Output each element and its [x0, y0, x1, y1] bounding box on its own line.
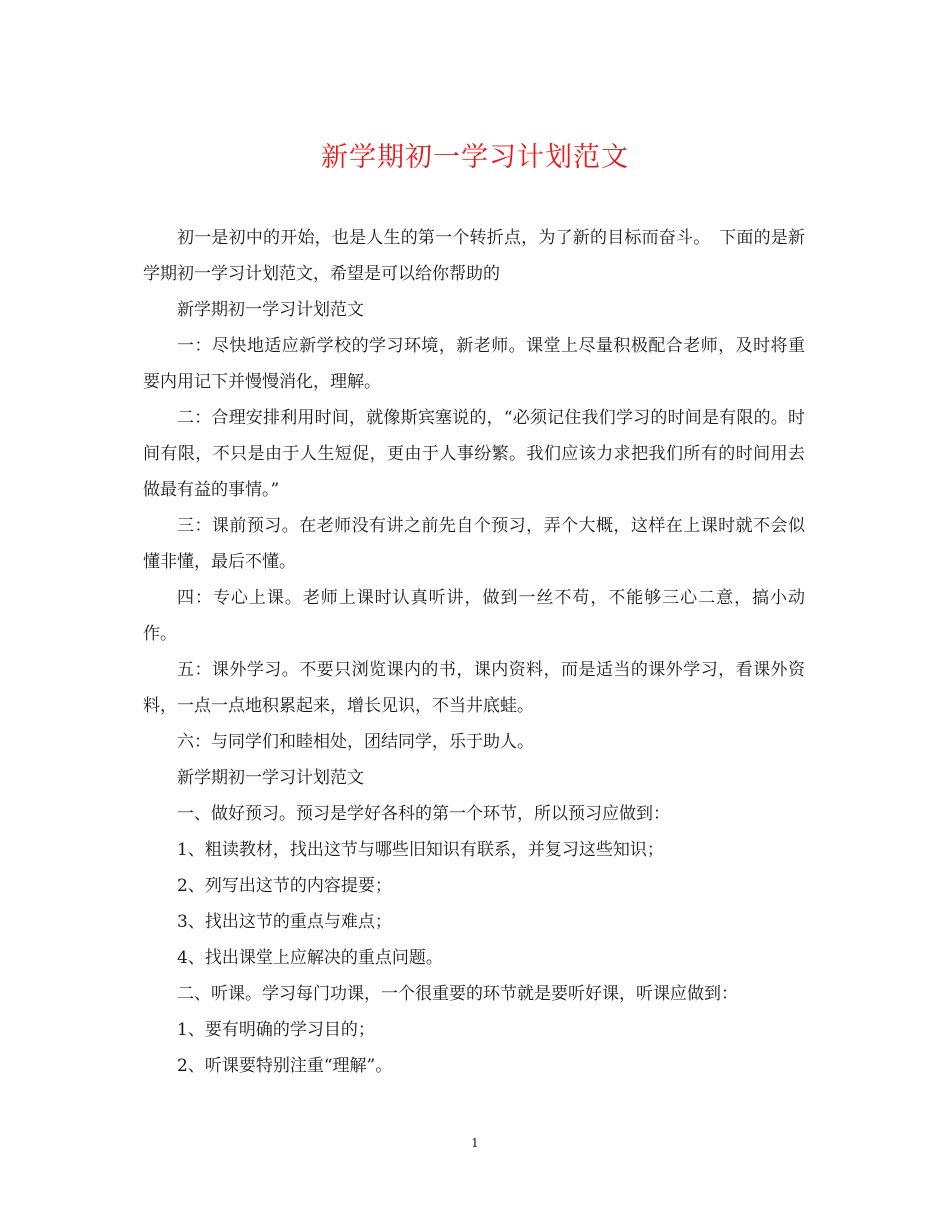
paragraph-item: 二、听课。学习每门功课，一个很重要的环节就是要听好课，听课应做到：	[177, 984, 738, 1004]
list-item: 2、列写出这节的内容提要；	[177, 876, 392, 896]
list-item: 1、粗读教材，找出这节与哪些旧知识有联系，并复习这些知识；	[177, 840, 664, 860]
document-body	[143, 220, 805, 1084]
paragraph-intro: 初一是初中的开始，也是人生的第一个转折点，为了新的目标而奋斗。 下面的是新学期初一学习计划范文，希望是可以给你帮助的	[143, 228, 805, 284]
paragraph-item: 六：与同学们和睦相处，团结同学，乐于助人。	[177, 732, 534, 752]
paragraph-item: 一：尽快地适应新学校的学习环境，新老师。课堂上尽量积极配合老师，及时将重要内用记下并慢慢消化，理解。	[143, 336, 805, 392]
list-item: 1、要有明确的学习目的；	[177, 1020, 375, 1040]
paragraph-item: 五：课外学习。不要只浏览课内的书，课内资料，而是适当的课外学习，看课外资料，一点一点地积累起来，增长见识，不当井底蛙。	[143, 660, 805, 716]
list-item: 4、找出课堂上应解决的重点问题。	[177, 948, 443, 968]
paragraph-item: 一、做好预习。预习是学好各科的第一个环节，所以预习应做到：	[177, 804, 670, 824]
section-heading: 新学期初一学习计划范文	[177, 768, 364, 788]
document-title: 新学期初一学习计划范文	[321, 142, 629, 173]
paragraph-item: 三：课前预习。在老师没有讲之前先自个预习，弄个大概，这样在上课时就不会似懂非懂，最后不懂。	[143, 516, 805, 572]
list-item: 2、听课要特别注重“理解”。	[177, 1056, 393, 1076]
paragraph-item: 四：专心上课。老师上课时认真听讲，做到一丝不苟，不能够三心二意，搞小动作。	[143, 588, 805, 644]
paragraph-item: 二：合理安排利用时间，就像斯宾塞说的，“必须记住我们学习的时间是有限的。时间有限，不只是由于人生短促，更由于人事纷繁。我们应该力求把我们所有的时间用去做最有益的事情。”	[143, 408, 805, 500]
section-heading: 新学期初一学习计划范文	[177, 300, 364, 320]
page-number: 1	[471, 1136, 479, 1150]
list-item: 3、找出这节的重点与难点；	[177, 912, 392, 932]
